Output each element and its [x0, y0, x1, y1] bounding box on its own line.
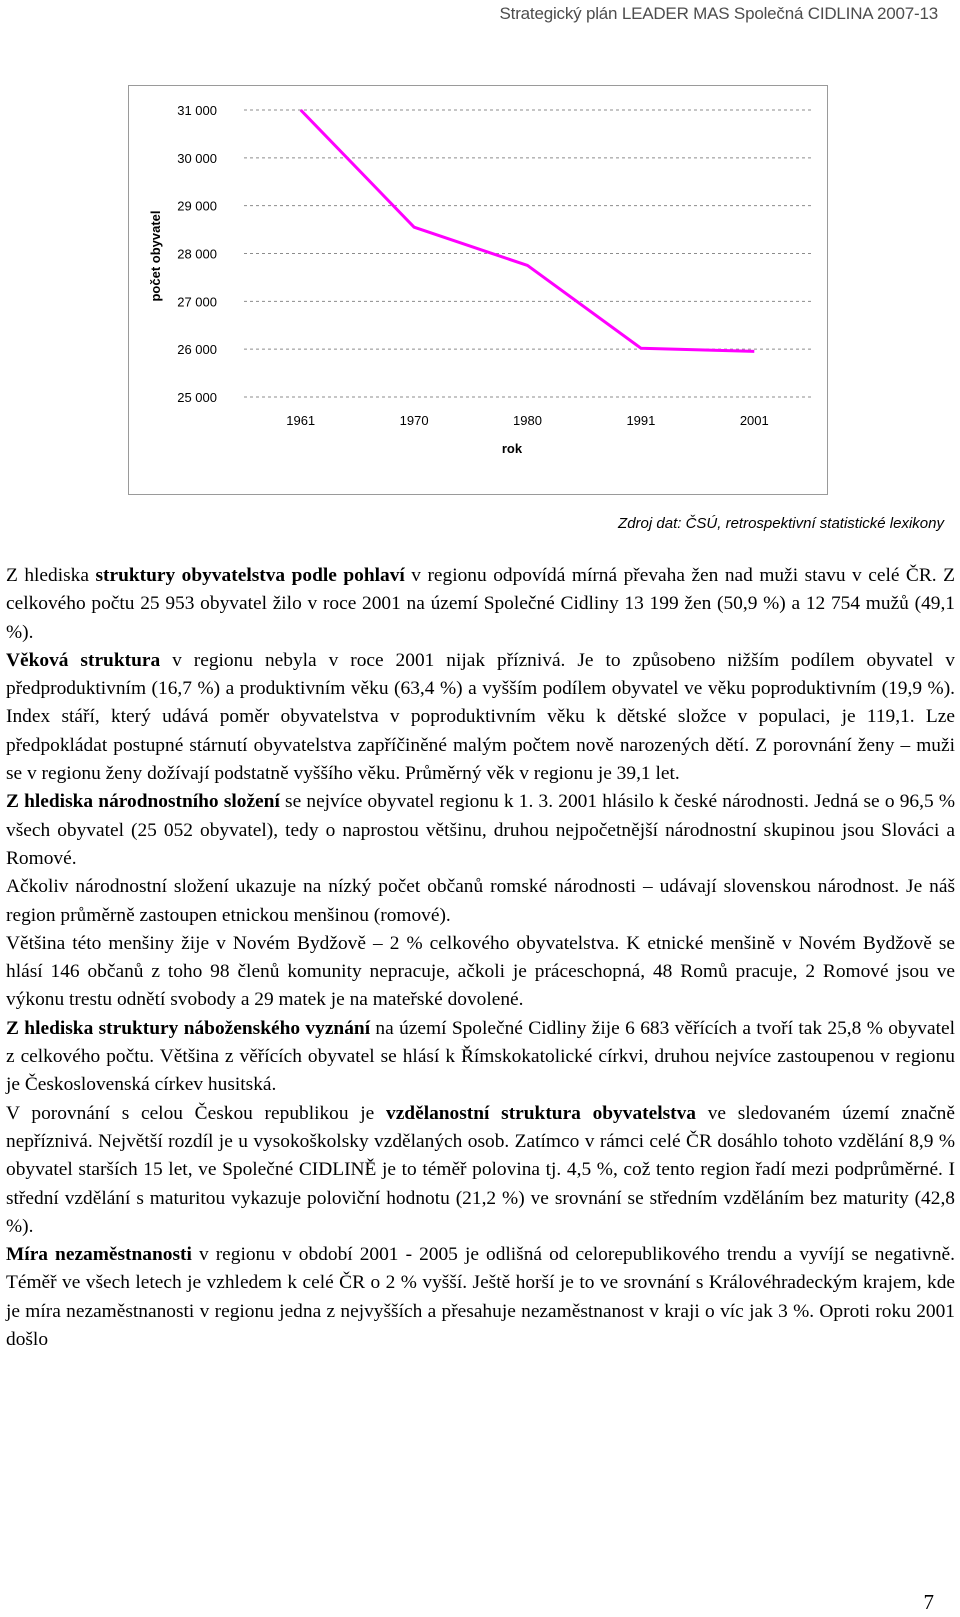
- y-axis-label: počet obyvatel: [148, 210, 163, 302]
- y-tick-label: 31 000: [177, 103, 217, 118]
- paragraph: [6, 1241, 955, 1354]
- paragraph: [6, 647, 955, 788]
- chart-source-note: Zdroj dat: ČSÚ, retrospektivní statistické lexikony: [618, 515, 944, 532]
- page-header: Strategický plán LEADER MAS Společná CIDLINA 2007-13: [499, 4, 938, 23]
- bold-phrase: Míra nezaměstnanosti: [6, 1244, 192, 1266]
- text-run: v regionu odpovídá mírná převaha žen nad muži stavu v celé ČR. Z celkového počtu 25 953 obyvatel žilo v roce 2001 na území Společné Cidliny 13 199 žen (50,9 %) a 12 754 mužů (49,1 %).: [6, 565, 955, 643]
- text-run: Většina této menšiny žije v Novém Bydžově – 2 % celkového obyvatelstva. K etnické menšině v Novém Bydžově se hlásí 146 občanů z toho 98 členů komunity nepracuje, ačkoli je práceschopná, 48 Romů pracuje, 2 Romové jsou ve výkonu trestu odnětí svobody a 29 matek je na mateřské dovolené.: [6, 932, 955, 1011]
- text-run: Z hlediska: [6, 565, 96, 586]
- x-axis-label: rok: [501, 441, 523, 456]
- x-tick-label: 1991: [626, 413, 656, 428]
- y-tick-label: 29 000: [177, 198, 217, 214]
- paragraph: [6, 562, 955, 647]
- page-number: 7: [923, 1590, 934, 1614]
- population-chart: [128, 85, 828, 495]
- paragraph: [6, 788, 955, 873]
- y-tick-label: 26 000: [177, 342, 217, 358]
- paragraph: [6, 1015, 955, 1100]
- paragraph: [6, 1100, 955, 1241]
- gridlines: [244, 110, 811, 397]
- x-tick-label: 2001: [739, 413, 769, 428]
- bold-phrase: Věková struktura: [6, 649, 161, 671]
- text-run: na území Společné Cidliny žije 6 683 věřících a tvoří tak 25,8 % obyvatel z celkového počtu. Většina z věřících obyvatel se hlásí k Římskokatolické církvi, druhou nejvíce zastoupenou v regionu je Československá církev husitská.: [6, 1017, 955, 1096]
- text-run: ve sledovaném území značně nepříznivá. Největší rozdíl je u vysokoškolsky vzdělaných osob. Zatímco v rámci celé ČR dosáhlo tohoto vzdělání 8,9 % obyvatel starších 15 let, ve Společné CIDLINĚ je to téměř polovina tj. 4,5 %, což tento region řadí mezi podprůměrné. I střední vzdělání s maturitou vykazuje poloviční hodnotu (21,2 %) ve srovnání se středním vzděláním bez maturity (42,8 %).: [6, 1102, 955, 1237]
- bold-phrase: Z hlediska struktury náboženského vyznání: [6, 1017, 371, 1039]
- series-lines: [301, 110, 755, 351]
- text-run: se nejvíce obyvatel regionu k 1. 3. 2001 hlásilo k české národnosti. Jedná se o 96,5 % všech obyvatel (25 052 obyvatel), tedy o naprostou většinu, druhou nejpočetnější národnostní skupinou jsou Slováci a Romové.: [6, 791, 955, 869]
- bold-phrase: Z hlediska národnostního složení: [6, 791, 280, 813]
- line-chart-svg: [129, 86, 829, 496]
- y-tick-label: 28 000: [177, 246, 217, 262]
- x-tick-label: 1961: [286, 413, 316, 428]
- body-text: [6, 562, 955, 1354]
- series-line: [301, 110, 755, 351]
- text-run: v regionu v období 2001 - 2005 je odlišná od celorepublikového trendu a vyvíjí se negativně. Téměř ve všech letech je vzhledem k celé ČR o 2 % vyšší. Ještě horší je to ve srovnání s Královéhradeckým krajem, kde je míra nezaměstnanosti v regionu jedna z nejvyšších a přesahuje nezaměstnanost v kraji o víc jak 3 %. Oproti roku 2001 došlo: [6, 1244, 955, 1351]
- x-tick-labels: [286, 413, 769, 428]
- bold-phrase: struktury obyvatelstva podle pohlaví: [95, 565, 405, 586]
- bold-phrase: vzdělanostní struktura obyvatelstva: [386, 1102, 696, 1124]
- y-tick-label: 27 000: [177, 294, 217, 310]
- text-run: V porovnání s celou Českou republikou je: [6, 1102, 386, 1124]
- x-tick-label: 1980: [513, 413, 542, 428]
- y-tick-label: 25 000: [177, 390, 217, 405]
- text-run: v regionu nebyla v roce 2001 nijak příznivá. Je to způsobeno nižším podílem obyvatel v předproduktivním (16,7 %) a produktivním věku (63,4 %) a vyšším podílem obyvatel ve věku poproduktivním (19,9 %). Index stáří, který udává poměr obyvatelstva v poproduktivním věku k dětské složce v populaci, je 119,1. Lze předpokládat postupné stárnutí obyvatelstva zapříčiněné malým počtem nově narozených dětí. Z porovnání ženy – muži se v regionu ženy dožívají podstatně vyššího věku. Průměrný věk v regionu je 39,1 let.: [6, 649, 955, 785]
- y-tick-labels: [177, 103, 217, 405]
- y-tick-label: 30 000: [177, 150, 217, 166]
- paragraph: [6, 873, 955, 930]
- text-run: Ačkoliv národnostní složení ukazuje na nízký počet občanů romské národnosti – udávají slovenskou národnost. Je náš region průměrně zastoupen etnickou menšinou (romové).: [6, 876, 955, 926]
- x-tick-label: 1970: [399, 413, 429, 428]
- paragraph: [6, 930, 955, 1015]
